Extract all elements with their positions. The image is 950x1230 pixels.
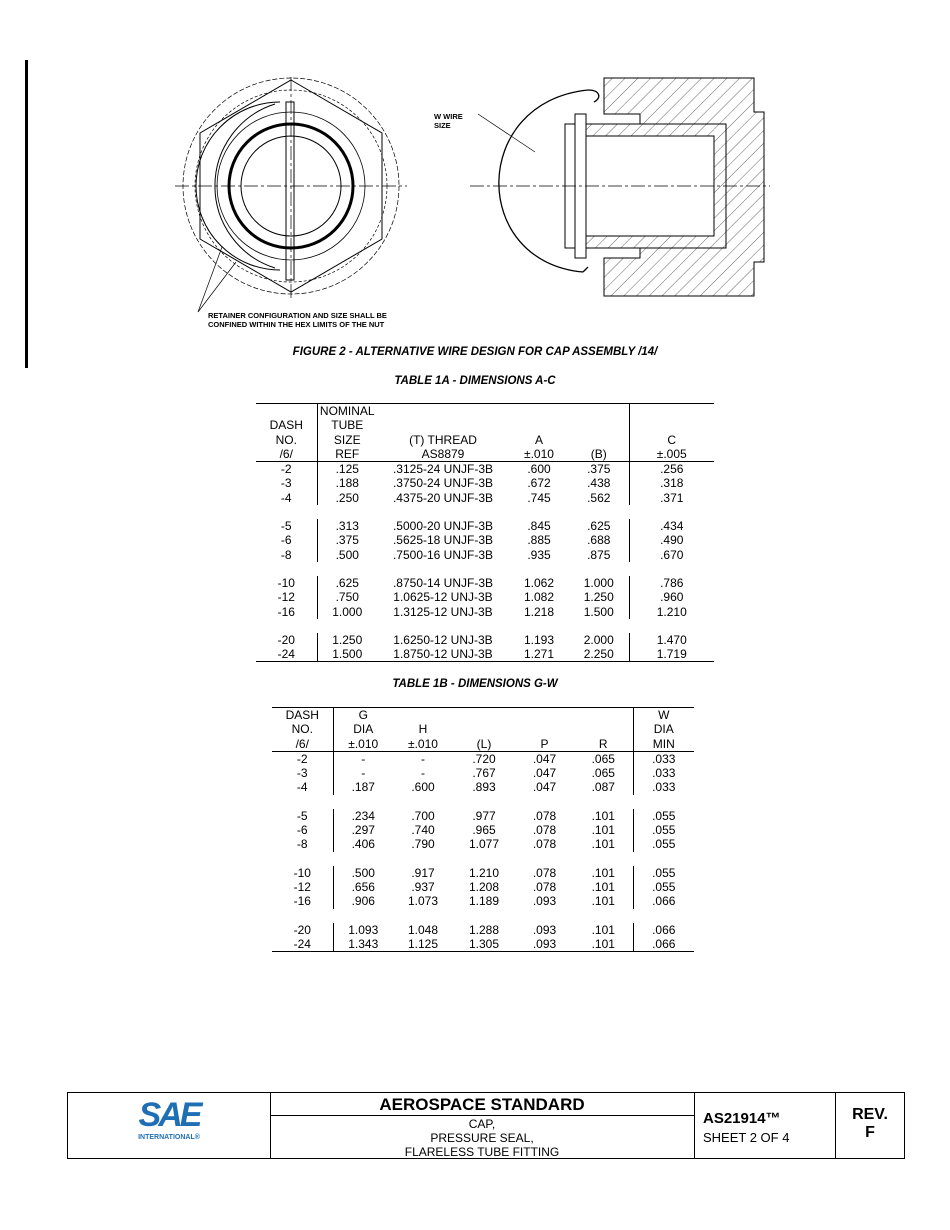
table-cell: 1.305 bbox=[453, 937, 515, 952]
header-dash-line: DASH bbox=[269, 418, 303, 433]
table-cell: .078 bbox=[532, 837, 557, 852]
table-cell: 1.125 bbox=[393, 937, 453, 952]
table-cell: .700 bbox=[411, 808, 435, 823]
table-1a-title: TABLE 1A - DIMENSIONS A-C bbox=[394, 375, 556, 387]
table-cell: 1.210 bbox=[468, 865, 500, 880]
table-row bbox=[256, 647, 714, 662]
header-b-line: (B) bbox=[590, 446, 607, 461]
table-cell: .8750-14 UNJF-3B bbox=[392, 575, 494, 590]
table-cell: .935 bbox=[527, 547, 551, 562]
table-row bbox=[272, 937, 694, 952]
header-r-line: R bbox=[598, 736, 608, 751]
table-cell: 1.470 bbox=[629, 633, 714, 647]
table-cell: .250 bbox=[317, 491, 377, 505]
table-cell: 1.189 bbox=[468, 894, 500, 909]
table-cell: .4375-20 UNJF-3B bbox=[392, 490, 494, 505]
header-p-line: P bbox=[540, 736, 549, 751]
note-leader-1 bbox=[198, 247, 222, 312]
subtitle-line3: FLARELESS TUBE FITTING bbox=[404, 1145, 560, 1159]
table-cell: 1.500 bbox=[317, 647, 377, 662]
table-cell: -5 bbox=[280, 519, 292, 534]
header-dash-line: DASH bbox=[285, 708, 319, 722]
table-cell: -3 bbox=[296, 766, 308, 781]
table-cell: 1.6250-12 UNJ-3B bbox=[393, 632, 493, 647]
header-dash-line: /6/ bbox=[279, 446, 293, 461]
document-number: AS21914™ bbox=[703, 1110, 781, 1127]
header-dash bbox=[256, 404, 317, 462]
table-cell: .066 bbox=[633, 894, 694, 908]
table-cell: .600 bbox=[411, 780, 435, 795]
table-cell: .055 bbox=[633, 823, 694, 837]
table-1b bbox=[272, 707, 694, 952]
table-cell: .500 bbox=[317, 548, 377, 562]
table-cell: -2 bbox=[280, 462, 292, 477]
table-cell: .893 bbox=[472, 780, 496, 795]
table-cell: .434 bbox=[629, 519, 714, 533]
group-spacer bbox=[256, 619, 714, 633]
header-a-line: ±.010 bbox=[524, 446, 554, 461]
table-cell: 1.719 bbox=[629, 647, 714, 662]
sae-logo bbox=[68, 1093, 270, 1159]
table-row bbox=[272, 894, 694, 908]
table-cell: .093 bbox=[515, 937, 574, 952]
table-cell: .065 bbox=[591, 751, 615, 766]
header-dash-line: NO. bbox=[275, 432, 297, 447]
table-1a bbox=[256, 403, 714, 662]
table-cell: -5 bbox=[296, 808, 308, 823]
table-row bbox=[272, 823, 694, 837]
header-h bbox=[393, 708, 453, 752]
document-subtitle bbox=[270, 1116, 694, 1159]
table-cell: 1.343 bbox=[333, 937, 393, 952]
table-cell: .047 bbox=[532, 780, 557, 795]
header-h-line: ±.010 bbox=[408, 736, 438, 751]
table-cell: -8 bbox=[280, 547, 292, 562]
header-tube-line: SIZE bbox=[333, 432, 361, 447]
header-c-line: C bbox=[667, 432, 677, 447]
sae-logo-cell bbox=[68, 1093, 271, 1159]
table-row bbox=[256, 633, 714, 647]
table-cell: - bbox=[333, 751, 393, 766]
table-cell: .672 bbox=[527, 476, 551, 491]
header-thread-line: (T) THREAD bbox=[409, 432, 477, 447]
header-w-line: W bbox=[658, 708, 670, 722]
table-cell: 1.3125-12 UNJ-3B bbox=[393, 604, 493, 619]
table-cell: -3 bbox=[280, 476, 292, 491]
table-cell: -12 bbox=[277, 590, 295, 605]
table-cell: -12 bbox=[293, 879, 311, 894]
header-g bbox=[333, 708, 393, 752]
table-cell: .087 bbox=[591, 780, 615, 795]
retainer-note-line2: CONFINED WITHIN THE HEX LIMITS OF THE NUT bbox=[208, 320, 385, 329]
table-cell: .656 bbox=[333, 880, 393, 894]
table-cell: 1.000 bbox=[583, 575, 614, 590]
table-cell: .033 bbox=[633, 766, 694, 780]
group-spacer bbox=[272, 852, 694, 866]
header-g-line: DIA bbox=[353, 722, 374, 737]
table-cell: .965 bbox=[472, 823, 496, 838]
table-cell: .101 bbox=[574, 937, 633, 952]
table-cell: .438 bbox=[587, 476, 611, 491]
table-cell: .101 bbox=[591, 823, 615, 838]
table-cell: .917 bbox=[411, 865, 435, 880]
table-row bbox=[272, 780, 694, 794]
table-cell: -20 bbox=[277, 632, 295, 647]
header-tube bbox=[317, 404, 377, 462]
table-cell: .313 bbox=[317, 519, 377, 533]
table-row bbox=[256, 519, 714, 533]
table-row bbox=[256, 548, 714, 562]
header-thread-line: AS8879 bbox=[421, 446, 465, 461]
document-number-cell bbox=[694, 1093, 836, 1159]
header-l bbox=[453, 708, 515, 752]
table-cell: .790 bbox=[411, 837, 435, 852]
note-leader-2 bbox=[198, 262, 236, 312]
group-spacer bbox=[272, 795, 694, 809]
end-view bbox=[175, 77, 407, 312]
table-row bbox=[272, 751, 694, 766]
table-cell: .187 bbox=[333, 780, 393, 794]
table-cell: .188 bbox=[317, 476, 377, 490]
sae-logo-text: SAE bbox=[138, 1096, 200, 1134]
title-block bbox=[67, 1092, 905, 1159]
table-cell: 1.000 bbox=[317, 605, 377, 619]
table-cell: .033 bbox=[633, 780, 694, 794]
table-cell: .066 bbox=[633, 937, 694, 952]
header-dash-line: NO. bbox=[291, 722, 313, 737]
table-row bbox=[272, 923, 694, 937]
table-cell: 1.077 bbox=[468, 837, 500, 852]
table-cell: .078 bbox=[532, 808, 557, 823]
table-cell: .234 bbox=[333, 809, 393, 823]
table-cell: .101 bbox=[591, 808, 615, 823]
table-cell: 1.218 bbox=[523, 604, 555, 619]
table-row bbox=[272, 809, 694, 823]
table-cell: 1.288 bbox=[468, 922, 500, 937]
subtitle-line2: PRESSURE SEAL, bbox=[430, 1131, 534, 1145]
header-b bbox=[569, 404, 629, 462]
table-cell: .720 bbox=[472, 751, 496, 766]
table-cell: -16 bbox=[277, 604, 295, 619]
table-cell: .371 bbox=[629, 491, 714, 505]
table-cell: .3750-24 UNJF-3B bbox=[392, 476, 494, 491]
header-dash bbox=[272, 708, 333, 752]
table-cell: 1.500 bbox=[583, 604, 614, 619]
table-cell: .065 bbox=[591, 766, 615, 781]
table-cell: -6 bbox=[280, 533, 292, 548]
table-cell: 1.250 bbox=[583, 590, 614, 605]
group-spacer bbox=[256, 562, 714, 576]
table-cell: .562 bbox=[587, 490, 611, 505]
table-cell: .670 bbox=[629, 548, 714, 562]
table-cell: 2.250 bbox=[569, 647, 629, 662]
table-cell: .960 bbox=[629, 590, 714, 604]
table-row bbox=[272, 866, 694, 880]
header-dash-line: /6/ bbox=[295, 736, 309, 751]
table-cell: .625 bbox=[317, 576, 377, 590]
table-cell: .7500-16 UNJF-3B bbox=[392, 547, 494, 562]
table-cell: 1.193 bbox=[523, 632, 555, 647]
title-cell bbox=[270, 1093, 695, 1159]
table-cell: -24 bbox=[272, 937, 333, 952]
table-cell: 1.048 bbox=[407, 922, 439, 937]
table-cell: 1.062 bbox=[523, 575, 555, 590]
table-cell: .786 bbox=[629, 576, 714, 590]
figure-caption: FIGURE 2 - ALTERNATIVE WIRE DESIGN FOR CAP ASSEMBLY /14/ bbox=[292, 346, 658, 358]
table-cell: .375 bbox=[587, 462, 611, 477]
table-cell: 1.073 bbox=[407, 894, 439, 909]
wire-callout-line1: W WIRE bbox=[434, 112, 463, 121]
table-row bbox=[256, 576, 714, 590]
group-spacer bbox=[272, 909, 694, 923]
header-g-line: G bbox=[358, 708, 368, 722]
table-cell: .047 bbox=[532, 751, 557, 766]
table-cell: .490 bbox=[629, 533, 714, 547]
table-row bbox=[272, 766, 694, 780]
header-h-line: H bbox=[418, 722, 428, 737]
header-c-line: ±.005 bbox=[656, 446, 687, 461]
table-cell: .5000-20 UNJF-3B bbox=[392, 519, 494, 534]
table-cell: - bbox=[421, 766, 425, 781]
table-row bbox=[256, 533, 714, 547]
table-cell: 1.210 bbox=[629, 605, 714, 619]
table-cell: .033 bbox=[633, 751, 694, 766]
table-cell: .078 bbox=[532, 879, 557, 894]
revision-cell bbox=[835, 1093, 905, 1159]
table-row bbox=[256, 476, 714, 490]
table-cell: 1.8750-12 UNJ-3B bbox=[377, 647, 509, 662]
table-row bbox=[256, 491, 714, 505]
table-cell: .885 bbox=[527, 533, 551, 548]
table-cell: .125 bbox=[317, 462, 377, 477]
wire-bar bbox=[286, 102, 294, 280]
table-cell: -8 bbox=[296, 837, 308, 852]
table-row bbox=[256, 590, 714, 604]
table-cell: .750 bbox=[317, 590, 377, 604]
table-cell: -2 bbox=[296, 751, 308, 766]
header-a bbox=[509, 404, 569, 462]
header-w-line: DIA bbox=[653, 722, 674, 737]
table-cell: .256 bbox=[629, 462, 714, 477]
header-tube-line: TUBE bbox=[331, 418, 364, 433]
table-cell: .066 bbox=[633, 923, 694, 937]
table-cell: .093 bbox=[532, 894, 557, 909]
table-cell: .375 bbox=[317, 533, 377, 547]
table-cell: 2.000 bbox=[583, 632, 614, 647]
table-cell: -6 bbox=[296, 823, 308, 838]
table-row bbox=[256, 605, 714, 619]
table-cell: .047 bbox=[532, 766, 557, 781]
table-cell: .101 bbox=[591, 894, 615, 909]
table-cell: .055 bbox=[633, 880, 694, 894]
figure-2-drawing bbox=[170, 62, 790, 334]
table-cell: .101 bbox=[591, 837, 615, 852]
table-1b-title: TABLE 1B - DIMENSIONS G-W bbox=[392, 678, 558, 690]
header-p bbox=[515, 708, 574, 752]
table-row bbox=[256, 462, 714, 477]
header-a-line: A bbox=[534, 432, 543, 447]
table-cell: -10 bbox=[293, 865, 311, 880]
table-cell: .093 bbox=[532, 922, 557, 937]
header-w-line: MIN bbox=[652, 736, 675, 751]
retainer-note-line1: RETAINER CONFIGURATION AND SIZE SHALL BE bbox=[208, 311, 387, 320]
section-view bbox=[470, 78, 770, 296]
header-r bbox=[574, 708, 633, 752]
table-cell: 1.0625-12 UNJ-3B bbox=[393, 590, 493, 605]
table-cell: .078 bbox=[532, 823, 557, 838]
sheet-number: SHEET 2 OF 4 bbox=[703, 1130, 790, 1145]
table-cell: - bbox=[333, 766, 393, 780]
table-cell: 1.208 bbox=[468, 879, 500, 894]
table-cell: -20 bbox=[293, 922, 311, 937]
table-cell: .297 bbox=[333, 823, 393, 837]
sae-logo-subtext: INTERNATIONAL® bbox=[138, 1134, 200, 1141]
table-cell: .078 bbox=[532, 865, 557, 880]
table-cell: 1.082 bbox=[523, 590, 555, 605]
table-cell: .101 bbox=[591, 865, 615, 880]
table-cell: -16 bbox=[293, 894, 311, 909]
revision-change-bar bbox=[25, 60, 28, 368]
table-cell: -10 bbox=[277, 575, 295, 590]
table-cell: .500 bbox=[333, 866, 393, 880]
table-cell: .740 bbox=[411, 823, 435, 838]
table-cell: .625 bbox=[587, 519, 611, 534]
header-tube-line: NOMINAL bbox=[319, 404, 375, 418]
revision-label: REV. bbox=[852, 1106, 888, 1123]
table-cell: .767 bbox=[472, 766, 496, 781]
table-cell: -4 bbox=[280, 490, 292, 505]
table-row bbox=[272, 837, 694, 851]
table-cell: -24 bbox=[256, 647, 317, 662]
table-cell: .055 bbox=[633, 837, 694, 851]
table-cell: .845 bbox=[527, 519, 551, 534]
subtitle-line1: CAP, bbox=[468, 1117, 496, 1131]
wire-callout-line2: SIZE bbox=[434, 121, 451, 130]
table-row bbox=[272, 880, 694, 894]
standard-type: AEROSPACE STANDARD bbox=[270, 1093, 694, 1116]
header-g-line: ±.010 bbox=[348, 736, 379, 751]
table-cell: .5625-18 UNJF-3B bbox=[392, 533, 494, 548]
table-cell: -4 bbox=[296, 780, 308, 795]
header-c bbox=[629, 404, 714, 462]
table-cell: - bbox=[421, 751, 425, 766]
table-cell: .688 bbox=[587, 533, 611, 548]
table-cell: .745 bbox=[527, 490, 551, 505]
table-cell: 1.250 bbox=[317, 633, 377, 647]
table-cell: .406 bbox=[333, 837, 393, 851]
table-cell: .977 bbox=[472, 808, 496, 823]
header-w bbox=[633, 708, 694, 752]
header-l-line: (L) bbox=[476, 736, 492, 751]
table-cell: .906 bbox=[333, 894, 393, 908]
table-cell: .600 bbox=[527, 462, 551, 477]
table-cell: .937 bbox=[411, 879, 435, 894]
table-cell: 1.271 bbox=[509, 647, 569, 662]
table-cell: .875 bbox=[587, 547, 611, 562]
header-thread bbox=[377, 404, 509, 462]
header-tube-line: REF bbox=[335, 446, 360, 461]
table-cell: .055 bbox=[633, 866, 694, 880]
table-cell: 1.093 bbox=[333, 923, 393, 937]
table-cell: .3125-24 UNJF-3B bbox=[392, 462, 494, 477]
group-spacer bbox=[256, 505, 714, 519]
table-cell: .318 bbox=[629, 476, 714, 490]
revision-value: F bbox=[865, 1124, 875, 1141]
table-cell: .055 bbox=[633, 809, 694, 823]
table-cell: .101 bbox=[591, 922, 615, 937]
table-cell: .101 bbox=[591, 879, 615, 894]
